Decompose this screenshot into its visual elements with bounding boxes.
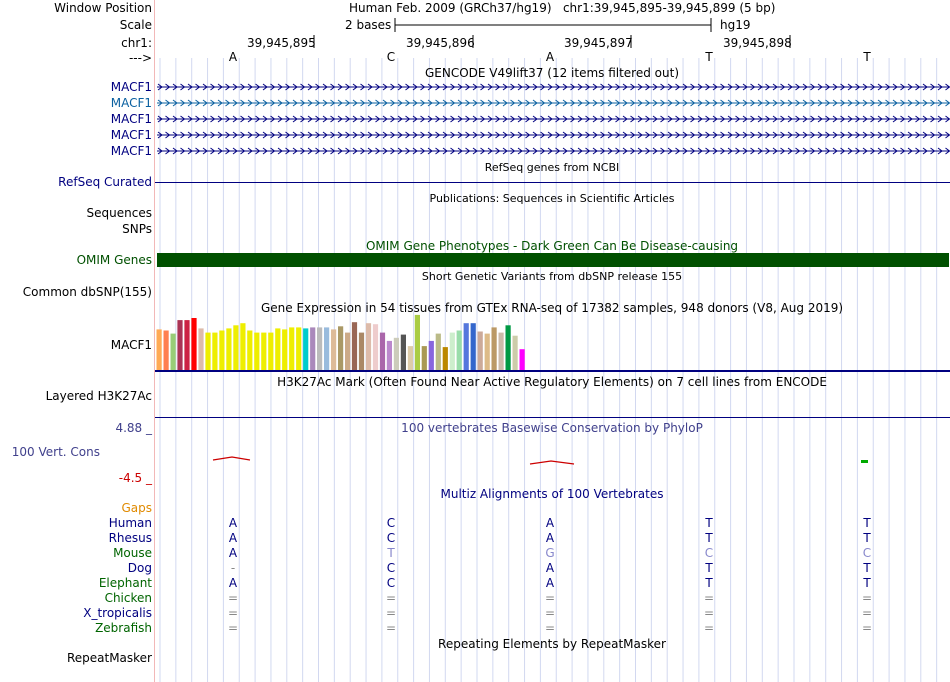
chrom-label[interactable]: chr1: bbox=[121, 36, 152, 50]
omim-title[interactable]: OMIM Gene Phenotypes - Dark Green Can Be Disease-causing bbox=[365, 239, 739, 253]
multiz-base: = bbox=[861, 606, 873, 620]
multiz-base: A bbox=[228, 531, 238, 545]
gtex-tissue-bar bbox=[247, 331, 252, 371]
phylop-min: -4.5 _ bbox=[118, 471, 152, 485]
multiz-base: A bbox=[228, 576, 238, 590]
gencode-title[interactable]: GENCODE V49lift37 (12 items filtered out) bbox=[424, 66, 680, 80]
multiz-base: T bbox=[705, 531, 713, 545]
scale-label[interactable]: Scale bbox=[119, 18, 152, 32]
multiz-base: T bbox=[863, 576, 871, 590]
gencode-gene-label[interactable]: MACF1 bbox=[110, 80, 152, 94]
multiz-species-label[interactable]: Dog bbox=[127, 561, 152, 575]
gtex-tissue-bar bbox=[394, 338, 399, 370]
reference-base: C bbox=[386, 50, 396, 64]
multiz-base: T bbox=[705, 561, 713, 575]
multiz-base: = bbox=[385, 621, 397, 635]
multiz-species-label[interactable]: Mouse bbox=[113, 546, 152, 560]
gtex-tissue-bar bbox=[261, 333, 266, 370]
gtex-tissue-bar bbox=[352, 322, 357, 370]
multiz-base: = bbox=[227, 621, 239, 635]
gtex-tissue-bar bbox=[345, 333, 350, 370]
multiz-species-label[interactable]: Chicken bbox=[104, 591, 152, 605]
label-gutter-divider bbox=[154, 0, 155, 682]
gtex-tissue-bar bbox=[282, 329, 287, 370]
gtex-tissue-bar bbox=[331, 329, 336, 370]
gtex-tissue-bar bbox=[317, 327, 322, 370]
multiz-base: C bbox=[862, 546, 872, 560]
multiz-base: C bbox=[704, 546, 714, 560]
h3k27ac-baseline bbox=[155, 417, 950, 418]
window-position-text: Human Feb. 2009 (GRCh37/hg19) chr1:39,945,895-39,945,899 (5 bp) bbox=[349, 1, 776, 15]
gtex-tissue-bar bbox=[212, 333, 217, 370]
multiz-base: A bbox=[545, 531, 555, 545]
dbsnp-title[interactable]: Short Genetic Variants from dbSNP release 155 bbox=[421, 270, 683, 283]
gtex-tissue-bar bbox=[422, 346, 427, 370]
multiz-gaps-label[interactable]: Gaps bbox=[121, 501, 152, 515]
multiz-species-label[interactable]: Rhesus bbox=[108, 531, 152, 545]
scale-assembly: hg19 bbox=[720, 18, 751, 32]
gtex-tissue-bar bbox=[233, 325, 238, 370]
multiz-base: = bbox=[703, 591, 715, 605]
multiz-base: C bbox=[386, 516, 396, 530]
base-position: 39,945,897 bbox=[564, 36, 633, 50]
multiz-base: C bbox=[386, 576, 396, 590]
base-position: 39,945,898 bbox=[723, 36, 792, 50]
gtex-tissue-bar bbox=[324, 327, 329, 370]
reference-base: A bbox=[228, 50, 238, 64]
gtex-tissue-bar bbox=[443, 347, 448, 370]
gtex-tissue-bar bbox=[164, 331, 169, 371]
phylop-peak bbox=[530, 461, 574, 464]
gencode-gene-label[interactable]: MACF1 bbox=[110, 112, 152, 126]
repeatmasker-title[interactable]: Repeating Elements by RepeatMasker bbox=[438, 637, 666, 651]
h3k27ac-label[interactable]: Layered H3K27Ac bbox=[45, 389, 152, 403]
multiz-base: A bbox=[545, 561, 555, 575]
gtex-tissue-bar bbox=[310, 327, 315, 370]
phylop-mark bbox=[861, 460, 868, 463]
gtex-tissue-bar bbox=[485, 334, 490, 370]
multiz-base: A bbox=[545, 516, 555, 530]
multiz-base: = bbox=[544, 621, 556, 635]
gtex-tissue-bar bbox=[198, 328, 203, 370]
multiz-base: = bbox=[385, 591, 397, 605]
multiz-species-label[interactable]: Zebrafish bbox=[95, 621, 152, 635]
multiz-base: T bbox=[863, 516, 871, 530]
gtex-tissue-bar bbox=[408, 346, 413, 370]
multiz-base: A bbox=[228, 516, 238, 530]
gtex-baseline bbox=[155, 370, 950, 372]
gtex-tissue-bar bbox=[520, 349, 525, 370]
multiz-base: = bbox=[703, 621, 715, 635]
base-position: 39,945,895 bbox=[247, 36, 316, 50]
multiz-species-label[interactable]: Elephant bbox=[98, 576, 152, 590]
gtex-tissue-bar bbox=[429, 341, 434, 370]
gtex-tissue-bar bbox=[191, 318, 196, 370]
reference-base: T bbox=[705, 50, 713, 64]
multiz-base: A bbox=[228, 546, 238, 560]
gtex-tissue-bar bbox=[157, 329, 162, 370]
gtex-tissue-bar bbox=[184, 320, 189, 370]
gtex-tissue-bar bbox=[513, 336, 518, 370]
gtex-label[interactable]: MACF1 bbox=[110, 338, 152, 352]
refseq-label[interactable]: RefSeq Curated bbox=[58, 175, 152, 189]
publications-title[interactable]: Publications: Sequences in Scientific Articles bbox=[429, 192, 675, 205]
publications-label[interactable]: Sequences bbox=[86, 206, 152, 220]
gtex-tissue-bar bbox=[303, 328, 308, 370]
multiz-base: = bbox=[544, 591, 556, 605]
multiz-base: = bbox=[861, 591, 873, 605]
gtex-tissue-bar bbox=[464, 323, 469, 370]
gtex-title[interactable]: Gene Expression in 54 tissues from GTEx RNA-seq of 17382 samples, 948 donors (V8, Aug 2019) bbox=[260, 301, 844, 315]
gtex-tissue-bar bbox=[240, 323, 245, 370]
multiz-title[interactable]: Multiz Alignments of 100 Vertebrates bbox=[440, 487, 664, 501]
gtex-tissue-bar bbox=[401, 335, 406, 370]
gtex-tissue-bar bbox=[380, 333, 385, 370]
gtex-tissue-bar bbox=[171, 334, 176, 370]
multiz-base: T bbox=[705, 516, 713, 530]
phylop-title[interactable]: 100 vertebrates Basewise Conservation by PhyloP bbox=[401, 421, 703, 435]
gtex-tissue-bar bbox=[492, 327, 497, 370]
gtex-tissue-bar bbox=[296, 327, 301, 370]
multiz-base: T bbox=[863, 531, 871, 545]
base-position: 39,945,896 bbox=[406, 36, 475, 50]
dbsnp-label[interactable]: Common dbSNP(155) bbox=[22, 285, 152, 299]
gtex-tissue-bar bbox=[373, 324, 378, 370]
multiz-base: C bbox=[386, 561, 396, 575]
gtex-tissue-bar bbox=[457, 331, 462, 371]
multiz-base: T bbox=[387, 546, 395, 560]
phylop-max: 4.88 _ bbox=[115, 421, 152, 435]
gtex-tissue-bar bbox=[506, 325, 511, 370]
refseq-title[interactable]: RefSeq genes from NCBI bbox=[484, 161, 620, 174]
multiz-base: = bbox=[227, 591, 239, 605]
omim-gene-bar[interactable] bbox=[157, 253, 949, 267]
gtex-tissue-bar bbox=[471, 323, 476, 370]
multiz-base: = bbox=[703, 606, 715, 620]
multiz-base: G bbox=[545, 546, 555, 560]
multiz-base: - bbox=[230, 561, 236, 575]
multiz-base: A bbox=[545, 576, 555, 590]
multiz-base: = bbox=[385, 606, 397, 620]
phylop-peak bbox=[213, 457, 250, 460]
gencode-gene-label[interactable]: MACF1 bbox=[110, 128, 152, 142]
multiz-base: T bbox=[863, 561, 871, 575]
strand-label[interactable]: ---> bbox=[128, 51, 152, 65]
gtex-tissue-bar bbox=[275, 328, 280, 370]
snps-label[interactable]: SNPs bbox=[122, 222, 152, 236]
gtex-tissue-bar bbox=[436, 334, 441, 370]
gtex-tissue-bar bbox=[366, 323, 371, 370]
multiz-species-label[interactable]: Human bbox=[108, 516, 152, 530]
gtex-tissue-bar bbox=[359, 333, 364, 370]
gtex-tissue-bar bbox=[205, 333, 210, 370]
gtex-tissue-bar bbox=[177, 320, 182, 370]
gtex-tissue-bar bbox=[268, 333, 273, 370]
phylop-label[interactable]: 100 Vert. Cons bbox=[11, 445, 100, 459]
gtex-tissue-bar bbox=[478, 332, 483, 371]
gtex-tissue-bar bbox=[226, 328, 231, 370]
gencode-gene-label[interactable]: MACF1 bbox=[110, 144, 152, 158]
gtex-tissue-bar bbox=[289, 327, 294, 370]
multiz-base: C bbox=[386, 531, 396, 545]
multiz-base: = bbox=[861, 621, 873, 635]
gtex-tissue-bar bbox=[499, 333, 504, 370]
refseq-gene-line[interactable] bbox=[155, 182, 950, 183]
multiz-base: T bbox=[705, 576, 713, 590]
window-position-label[interactable]: Window Position bbox=[54, 1, 152, 15]
reference-base: T bbox=[863, 50, 871, 64]
gtex-tissue-bar bbox=[387, 341, 392, 370]
gencode-gene-label[interactable]: MACF1 bbox=[110, 96, 152, 110]
gtex-tissue-bar bbox=[450, 333, 455, 370]
gtex-tissue-bar bbox=[415, 315, 420, 370]
repeatmasker-label[interactable]: RepeatMasker bbox=[66, 651, 152, 665]
scale-bases: 2 bases bbox=[345, 18, 392, 32]
reference-base: A bbox=[545, 50, 555, 64]
gtex-tissue-bar bbox=[219, 331, 224, 371]
multiz-species-label[interactable]: X_tropicalis bbox=[83, 606, 152, 620]
h3k27ac-title[interactable]: H3K27Ac Mark (Often Found Near Active Regulatory Elements) on 7 cell lines from ENCODE bbox=[277, 375, 827, 389]
omim-label[interactable]: OMIM Genes bbox=[76, 253, 152, 267]
gtex-tissue-bar bbox=[254, 333, 259, 370]
multiz-base: = bbox=[544, 606, 556, 620]
multiz-base: = bbox=[227, 606, 239, 620]
gtex-tissue-bar bbox=[338, 326, 343, 370]
